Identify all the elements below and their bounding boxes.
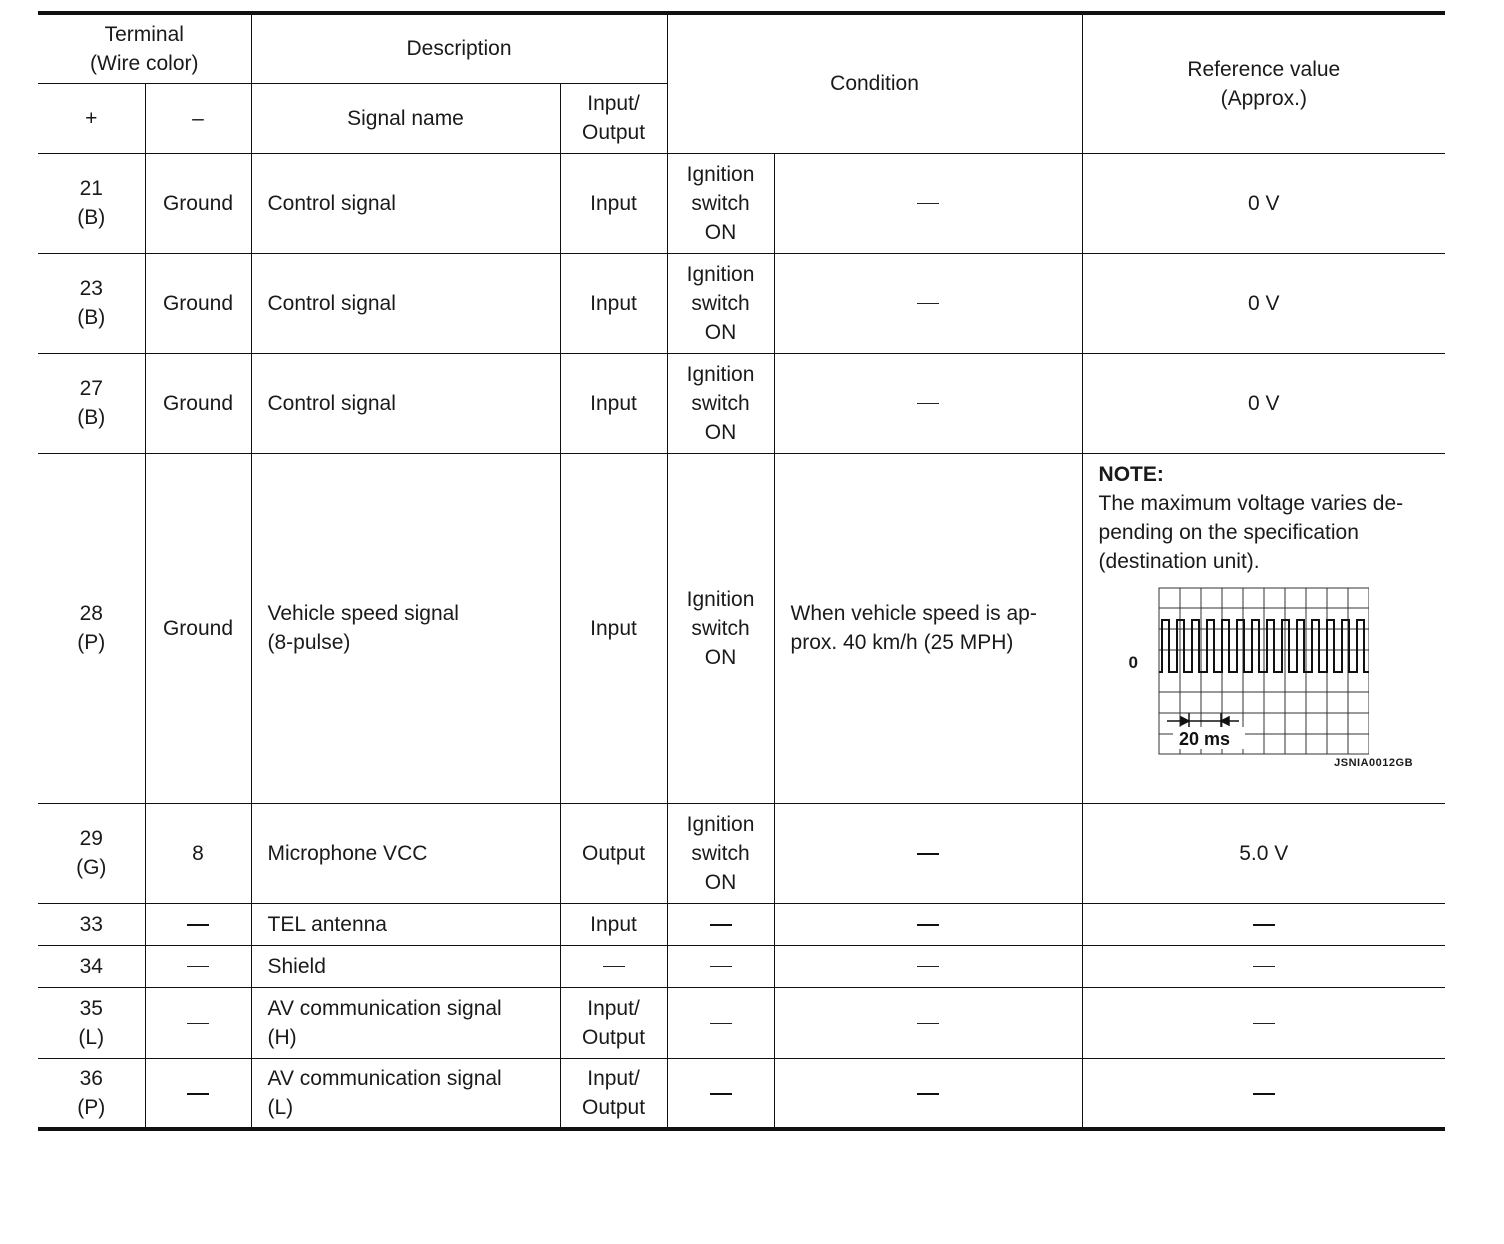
terminal-cell: 34 — [38, 945, 145, 987]
condition-cell — [667, 987, 774, 1058]
io-cell: Input — [560, 353, 667, 453]
signal-cell: Shield — [251, 945, 560, 987]
terminal-cell: 36 (P) — [38, 1058, 145, 1129]
minus-cell — [145, 903, 251, 945]
signal-cell: Vehicle speed signal (8-pulse) — [251, 453, 560, 803]
condition-detail-cell — [774, 253, 1082, 353]
signal-cell: Control signal — [251, 153, 560, 253]
condition-cell — [667, 945, 774, 987]
plus-header: + — [38, 83, 145, 153]
signal-cell: Control signal — [251, 253, 560, 353]
input-output-header: Input/ Output — [560, 83, 667, 153]
signal-cell: TEL antenna — [251, 903, 560, 945]
reference-cell: 5.0 V — [1082, 803, 1445, 903]
table-row — [38, 945, 1445, 987]
terminal-cell: 23 (B) — [38, 253, 145, 353]
minus-cell: Ground — [145, 453, 251, 803]
dash-mark — [710, 966, 732, 967]
condition-detail-cell — [774, 153, 1082, 253]
dash-mark — [917, 1093, 939, 1095]
minus-cell: Ground — [145, 353, 251, 453]
reference-cell — [1082, 1058, 1445, 1129]
terminal-cell: 28 (P) — [38, 453, 145, 803]
io-cell: Output — [560, 803, 667, 903]
time-scale-marker — [1167, 713, 1239, 729]
minus-cell: Ground — [145, 253, 251, 353]
terminal-reference-table — [38, 11, 1445, 1131]
dash-mark — [917, 1023, 939, 1024]
terminal-cell: 33 — [38, 903, 145, 945]
terminal-cell: 21 (B) — [38, 153, 145, 253]
dash-mark — [187, 1023, 209, 1024]
io-cell: Input — [560, 453, 667, 803]
dash-mark — [1253, 1023, 1275, 1024]
io-cell: Input/ Output — [560, 987, 667, 1058]
dash-mark — [1253, 1093, 1275, 1095]
condition-cell: Ignition switch ON — [667, 453, 774, 803]
dash-mark — [917, 853, 939, 855]
header-row-1 — [38, 13, 1445, 83]
table-row — [38, 353, 1445, 453]
minus-cell: Ground — [145, 153, 251, 253]
condition-detail-cell — [774, 987, 1082, 1058]
dash-mark — [187, 1093, 209, 1095]
table-row — [38, 1058, 1445, 1129]
table-row — [38, 803, 1445, 903]
condition-cell: Ignition switch ON — [667, 803, 774, 903]
condition-cell — [667, 1058, 774, 1129]
io-cell: Input — [560, 153, 667, 253]
dash-mark — [1253, 966, 1275, 967]
io-cell: Input/ Output — [560, 1058, 667, 1129]
waveform-figure — [1099, 576, 1436, 786]
reference-cell — [1082, 987, 1445, 1058]
minus-cell — [145, 1058, 251, 1129]
reference-value-header: Reference value (Approx.) — [1082, 13, 1445, 153]
condition-cell: Ignition switch ON — [667, 253, 774, 353]
signal-cell: Control signal — [251, 353, 560, 453]
table-row — [38, 253, 1445, 353]
io-cell: Input — [560, 253, 667, 353]
minus-cell — [145, 945, 251, 987]
pulse-waveform-graph — [1129, 586, 1369, 758]
dash-mark — [187, 966, 209, 967]
signal-cell: AV communication signal (H) — [251, 987, 560, 1058]
dash-mark — [187, 924, 209, 926]
description-header: Description — [251, 13, 667, 83]
minus-cell — [145, 987, 251, 1058]
table-row — [38, 903, 1445, 945]
note-text: The maximum voltage varies de- pending on the specification (destination unit). — [1098, 491, 1404, 573]
terminal-cell: 29 (G) — [38, 803, 145, 903]
dash-mark — [710, 1093, 732, 1095]
terminal-cell: 27 (B) — [38, 353, 145, 453]
signal-name-header: Signal name — [251, 83, 560, 153]
condition-detail-cell — [774, 353, 1082, 453]
figure-code: JSNIA0012GB — [1334, 756, 1414, 769]
dash-mark — [917, 303, 939, 304]
condition-cell: Ignition switch ON — [667, 153, 774, 253]
table-row — [38, 987, 1445, 1058]
note-title: NOTE: — [1098, 462, 1164, 486]
dash-mark — [917, 924, 939, 926]
table-row — [38, 453, 1445, 803]
table-row — [38, 153, 1445, 253]
condition-detail-cell — [774, 903, 1082, 945]
condition-cell: Ignition switch ON — [667, 353, 774, 453]
condition-detail-cell — [774, 945, 1082, 987]
reference-note-cell — [1082, 453, 1445, 803]
reference-cell: 0 V — [1082, 353, 1445, 453]
time-scale-label: 20 ms — [1178, 728, 1230, 749]
reference-cell — [1082, 945, 1445, 987]
dash-mark — [1253, 924, 1275, 926]
signal-cell: Microphone VCC — [251, 803, 560, 903]
io-cell — [560, 945, 667, 987]
reference-cell: 0 V — [1082, 153, 1445, 253]
condition-header: Condition — [667, 13, 1082, 153]
condition-detail-cell — [774, 803, 1082, 903]
dash-mark — [917, 966, 939, 967]
dash-mark — [603, 966, 625, 967]
reference-cell: 0 V — [1082, 253, 1445, 353]
minus-cell: 8 — [145, 803, 251, 903]
dash-mark — [710, 924, 732, 926]
minus-header: – — [145, 83, 251, 153]
terminal-cell: 35 (L) — [38, 987, 145, 1058]
terminal-header: Terminal (Wire color) — [38, 13, 251, 83]
condition-detail-cell: When vehicle speed is ap- prox. 40 km/h (25 MPH) — [774, 453, 1082, 803]
condition-detail-cell — [774, 1058, 1082, 1129]
signal-cell: AV communication signal (L) — [251, 1058, 560, 1129]
dash-mark — [917, 203, 939, 204]
dash-mark — [917, 403, 939, 404]
condition-cell — [667, 903, 774, 945]
io-cell: Input — [560, 903, 667, 945]
reference-cell — [1082, 903, 1445, 945]
dash-mark — [710, 1023, 732, 1024]
zero-level-label: 0 — [1128, 652, 1138, 672]
